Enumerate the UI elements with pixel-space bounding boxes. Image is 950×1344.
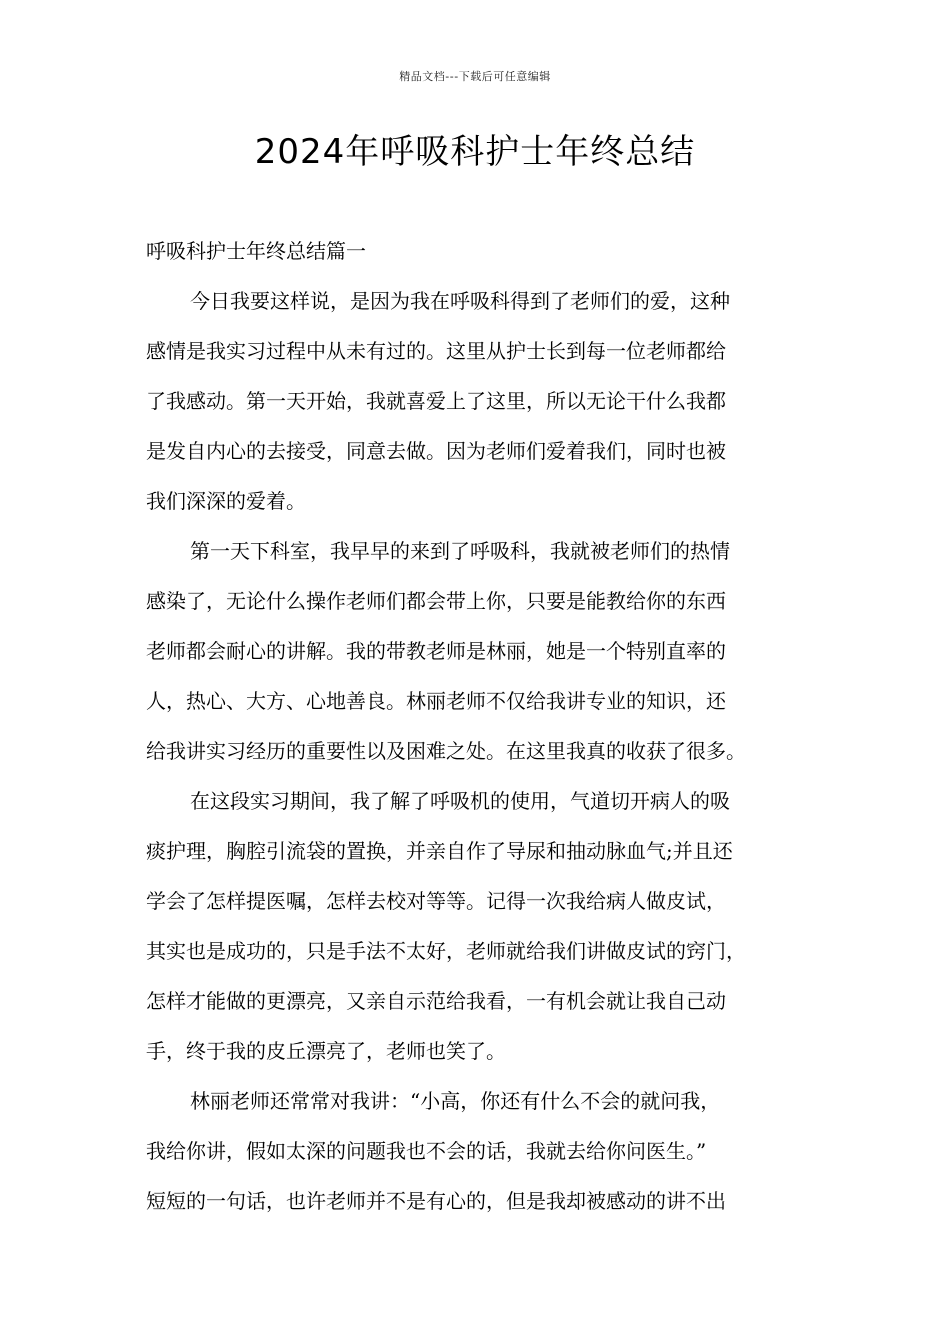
paragraph-1 bbox=[146, 276, 826, 526]
paragraph-line: 短短的一句话，也许老师并不是有心的，但是我却被感动的讲不出 bbox=[146, 1189, 726, 1213]
paragraph-line: 是发自内心的去接受，同意去做。因为老师们爱着我们，同时也被 bbox=[146, 439, 726, 463]
paragraph-line: 我给你讲，假如太深的问题我也不会的话，我就去给你问医生。” bbox=[146, 1139, 707, 1163]
paragraph-line: 我们深深的爱着。 bbox=[146, 489, 306, 513]
paragraph-line: 今日我要这样说，是因为我在呼吸科得到了老师们的爱，这种 bbox=[190, 289, 730, 313]
paragraph-line: 人，热心、大方、心地善良。林丽老师不仅给我讲专业的知识，还 bbox=[146, 689, 726, 713]
section-heading: 呼吸科护士年终总结篇一 bbox=[146, 239, 366, 263]
paragraph-line: 其实也是成功的，只是手法不太好，老师就给我们讲做皮试的窍门， bbox=[146, 939, 746, 963]
paragraph-line: 林丽老师还常常对我讲：“小高，你还有什么不会的就问我， bbox=[190, 1089, 721, 1113]
paragraph-line: 怎样才能做的更漂亮，又亲自示范给我看，一有机会就让我自己动 bbox=[146, 989, 726, 1013]
paragraph-line: 了我感动。第一天开始，我就喜爱上了这里，所以无论干什么我都 bbox=[146, 389, 726, 413]
paragraph-4 bbox=[146, 1076, 826, 1226]
paragraph-2 bbox=[146, 526, 826, 776]
paragraph-line: 第一天下科室，我早早的来到了呼吸科，我就被老师们的热情 bbox=[190, 539, 730, 563]
page-title: 2024年呼吸科护士年终总结 bbox=[254, 132, 696, 172]
paragraph-line: 手，终于我的皮丘漂亮了，老师也笑了。 bbox=[146, 1039, 506, 1063]
paragraph-line: 学会了怎样提医嘱，怎样去校对等等。记得一次我给病人做皮试， bbox=[146, 889, 726, 913]
paragraph-line: 老师都会耐心的讲解。我的带教老师是林丽，她是一个特别直率的 bbox=[146, 639, 726, 663]
paragraph-line: 感染了，无论什么操作老师们都会带上你，只要是能教给你的东西 bbox=[146, 589, 726, 613]
document-body bbox=[146, 226, 826, 1226]
header-note: 精品文档---下载后可任意编辑 bbox=[399, 70, 551, 83]
paragraph-line: 在这段实习期间，我了解了呼吸机的使用，气道切开病人的吸 bbox=[190, 789, 730, 813]
paragraph-line: 给我讲实习经历的重要性以及困难之处。在这里我真的收获了很多。 bbox=[146, 739, 746, 763]
paragraph-line: 感情是我实习过程中从未有过的。这里从护士长到每一位老师都给 bbox=[146, 339, 726, 363]
paragraph-3 bbox=[146, 776, 826, 1076]
paragraph-line: 痰护理，胸腔引流袋的置换，并亲自作了导尿和抽动脉血气;并且还 bbox=[146, 839, 733, 863]
